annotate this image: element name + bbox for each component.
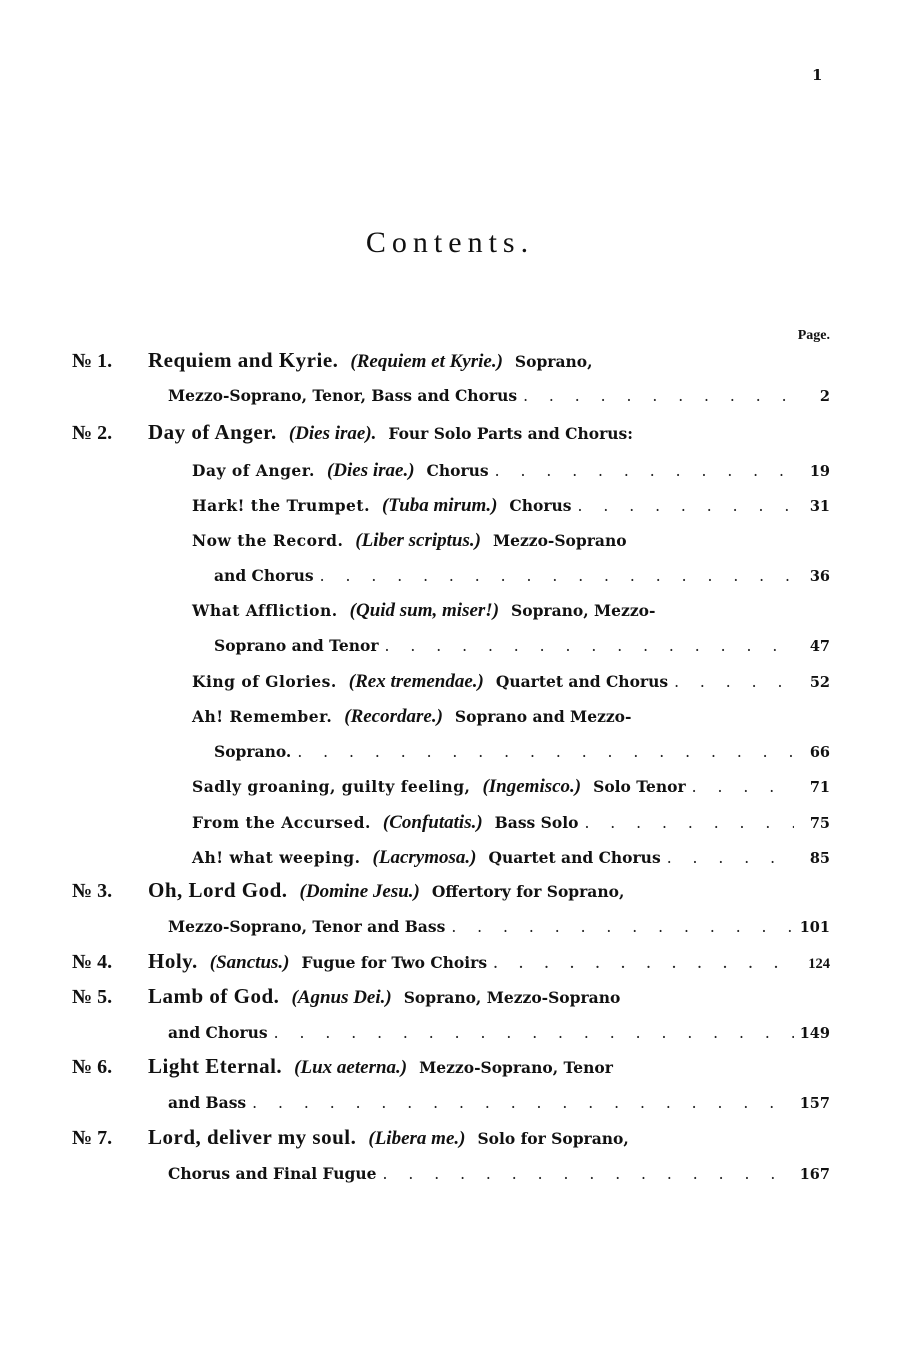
entry-title: Lord, deliver my soul.: [148, 1125, 357, 1149]
dot-leader: [495, 462, 794, 480]
toc-subentry: [192, 706, 830, 728]
entry-page: 167: [799, 1166, 830, 1183]
entry-title: Now the Record.: [192, 531, 344, 550]
entry-voices: Fugue for Two Choirs: [301, 953, 488, 972]
page-number: 1: [812, 66, 823, 84]
entry-latin-title: (Dies irae).: [288, 423, 377, 444]
entry-latin-title: (Lacrymosa.): [372, 847, 477, 868]
entry-voices-continued: Soprano.: [214, 742, 292, 761]
entry-title: What Affliction.: [192, 601, 338, 620]
entry-latin-title: (Recordare.): [344, 706, 443, 727]
entry-page: 66: [809, 744, 830, 761]
entry-latin-title: (Liber scriptus.): [355, 530, 481, 551]
entry-title: Oh, Lord God.: [148, 878, 288, 902]
entry-title: King of Glories.: [192, 672, 337, 691]
entry-latin-title: (Domine Jesu.): [299, 881, 420, 902]
entry-voices-continued: Chorus and Final Fugue: [168, 1164, 377, 1183]
entry-title: Day of Anger.: [192, 461, 315, 480]
toc-entry-continuation: [214, 742, 830, 761]
toc-subentry: [192, 776, 830, 798]
toc-entry: [72, 348, 830, 373]
dot-leader: [297, 743, 794, 761]
entry-latin-title: (Lux aeterna.): [294, 1057, 408, 1078]
toc-entry-continuation: [168, 1023, 830, 1042]
dot-leader: [667, 849, 794, 867]
entry-voices: Soprano, Mezzo-Soprano: [403, 988, 621, 1007]
entry-latin-title: (Quid sum, miser!): [349, 600, 500, 621]
entry-voices-continued: and Chorus: [168, 1023, 268, 1042]
entry-title: Requiem and Kyrie.: [148, 348, 339, 372]
entry-voices: Bass Solo: [494, 813, 579, 832]
entry-title: Light Eternal.: [148, 1054, 283, 1078]
entry-page: 75: [809, 815, 830, 832]
entry-number: № 5.: [72, 986, 113, 1008]
entry-page: 101: [799, 919, 830, 936]
toc-subentry: [192, 812, 830, 834]
entry-page: 36: [809, 568, 830, 585]
entry-voices-continued: Soprano and Tenor: [214, 636, 379, 655]
entry-page: 19: [809, 463, 830, 480]
entry-voices-continued: Mezzo-Soprano, Tenor and Bass: [168, 917, 446, 936]
entry-latin-title: (Libera me.): [368, 1128, 466, 1149]
entry-voices: Solo Tenor: [593, 777, 686, 796]
entry-title: Day of Anger.: [148, 420, 277, 444]
entry-voices: Quartet and Chorus: [495, 672, 669, 691]
entry-voices-continued: Mezzo-Soprano, Tenor, Bass and Chorus: [168, 386, 518, 405]
toc-subentry: [192, 847, 830, 869]
entry-latin-title: (Confutatis.): [382, 812, 483, 833]
entry-title: Ah! Remember.: [192, 707, 333, 726]
page-heading: Contents.: [365, 226, 535, 259]
entry-voices: Four Solo Parts and Chorus:: [388, 424, 633, 443]
entry-voices: Soprano and Mezzo-: [454, 707, 632, 726]
entry-voices: Soprano,: [514, 352, 593, 371]
entry-title: Holy.: [148, 949, 198, 973]
entry-voices: Soprano, Mezzo-: [511, 601, 656, 620]
toc-entry-continuation: [214, 566, 830, 585]
entry-latin-title: (Agnus Dei.): [291, 987, 392, 1008]
dot-leader: [252, 1094, 794, 1112]
entry-voices: Mezzo-Soprano, Tenor: [419, 1058, 613, 1077]
entry-page: 71: [809, 779, 830, 796]
toc-entry-continuation: [168, 917, 830, 936]
entry-voices: Quartet and Chorus: [488, 848, 661, 867]
entry-voices: Mezzo-Soprano: [492, 531, 627, 550]
entry-voices: Offertory for Soprano,: [431, 882, 625, 901]
toc-entry: [72, 949, 830, 974]
entry-title: Sadly groaning, guilty feeling,: [192, 777, 471, 796]
entry-latin-title: (Ingemisco.): [482, 776, 582, 797]
entry-voices-continued: and Chorus: [214, 566, 314, 585]
entry-number: № 2.: [72, 422, 113, 444]
toc-entry-continuation: [214, 636, 830, 655]
toc-entry-continuation: [168, 1164, 830, 1183]
dot-leader: [320, 567, 794, 585]
dot-leader: [383, 1165, 794, 1183]
dot-leader: [385, 637, 794, 655]
entry-latin-title: (Dies irae.): [326, 460, 415, 481]
entry-page: 124: [808, 956, 830, 972]
dot-leader: [584, 814, 794, 832]
entry-voices: Chorus: [426, 461, 489, 480]
dot-leader: [451, 918, 793, 936]
entry-voices-continued: and Bass: [168, 1093, 247, 1112]
entry-page: 157: [799, 1095, 830, 1112]
entry-latin-title: (Tuba mirum.): [381, 495, 498, 516]
toc-subentry: [192, 530, 830, 552]
toc-entry-continuation: [168, 1093, 830, 1112]
entry-page: 47: [809, 638, 830, 655]
toc-entry: [72, 420, 830, 445]
dot-leader: [692, 778, 794, 796]
toc-subentry: [192, 495, 830, 517]
entry-number: № 1.: [72, 350, 113, 372]
toc-subentry: [192, 600, 830, 622]
toc-subentry: [192, 671, 830, 693]
entry-latin-title: (Rex tremendae.): [348, 671, 484, 692]
entry-number: № 6.: [72, 1056, 113, 1078]
entry-latin-title: (Requiem et Kyrie.): [350, 351, 503, 372]
entry-title: Lamb of God.: [148, 984, 280, 1008]
toc-entry: [72, 984, 830, 1009]
entry-latin-title: (Sanctus.): [209, 952, 290, 973]
page-column-label: Page.: [797, 328, 830, 343]
toc-entry: [72, 1125, 830, 1150]
entry-page: 52: [809, 674, 830, 691]
toc-entry: [72, 1054, 830, 1079]
dot-leader: [578, 497, 794, 515]
entry-title: Hark! the Trumpet.: [192, 496, 370, 515]
dot-leader: [274, 1024, 794, 1042]
dot-leader: [523, 387, 794, 405]
entry-voices: Chorus: [509, 496, 572, 515]
entry-number: № 4.: [72, 951, 113, 973]
entry-page: 2: [819, 388, 830, 405]
entry-title: From the Accursed.: [192, 813, 371, 832]
toc-entry-continuation: [168, 386, 830, 405]
dot-leader: [674, 673, 794, 691]
dot-leader: [493, 952, 794, 974]
entry-number: № 7.: [72, 1127, 113, 1149]
entry-number: № 3.: [72, 880, 113, 902]
entry-page: 85: [809, 850, 830, 867]
entry-voices: Solo for Soprano,: [477, 1129, 629, 1148]
toc-entry: [72, 878, 830, 903]
toc-subentry: [192, 460, 830, 482]
entry-page: 149: [799, 1025, 830, 1042]
entry-page: 31: [809, 498, 830, 515]
entry-title: Ah! what weeping.: [192, 848, 361, 867]
